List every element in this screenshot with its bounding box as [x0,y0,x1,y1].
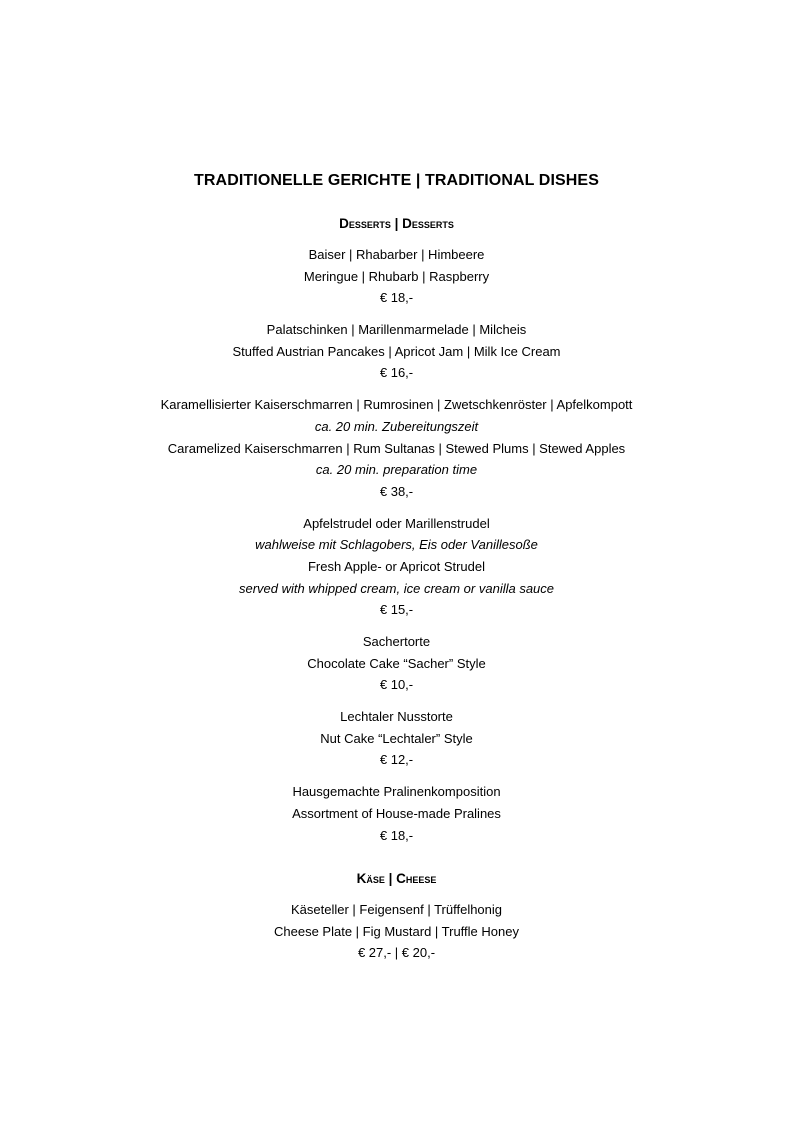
dish-list [0,244,793,846]
menu-item-description: Lechtaler Nusstorte [340,709,453,725]
menu-item-description: Meringue | Rhubarb | Raspberry [303,268,490,284]
menu-item-description: Apfelstrudel oder Marillenstrudel [303,515,490,531]
menu-item-price: € 27,- | € 20,- [357,945,436,961]
menu-item-description: Cheese Plate | Fig Mustard | Truffle Honey [274,923,519,939]
section-heading: Käse | Cheese [356,871,437,886]
menu-item-description: Fresh Apple- or Apricot Strudel [307,558,486,574]
menu-item-description: Hausgemachte Pralinenkomposition [292,784,501,800]
menu-item-price: € 18,- [379,827,414,843]
dish-list [0,899,793,964]
menu-item-price: € 38,- [379,483,414,499]
menu-item-description: Palatschinken | Marillenmarmelade | Milcheis [266,322,527,338]
menu-item-price: € 15,- [379,602,414,618]
menu-item-description: Assortment of House-made Pralines [292,805,501,821]
menu-item [0,631,793,696]
menu-item [0,513,793,621]
section-desserts [0,213,793,846]
page-title: TRADITIONELLE GERICHTE | TRADITIONAL DISHES [194,172,599,189]
menu-item-price: € 10,- [379,677,414,693]
menu-item-price: € 12,- [379,752,414,768]
menu-item-description: Chocolate Cake “Sacher” Style [307,655,486,671]
menu-item-note: ca. 20 min. Zubereitungszeit [314,418,479,434]
menu-item [0,781,793,846]
menu-item-price: € 16,- [379,365,414,381]
menu-item-description: Sachertorte [362,634,431,649]
section-heading: Desserts | Desserts [339,216,454,231]
menu-item-description: Nut Cake “Lechtaler” Style [320,730,473,746]
menu-item-note: ca. 20 min. preparation time [315,462,478,478]
section-cheese [0,868,793,964]
menu-item-description: Baiser | Rhabarber | Himbeere [308,247,485,262]
menu-item-description: Karamellisierter Kaiserschmarren | Rumrosinen | Zwetschkenröster | Apfelkompott [160,397,633,413]
menu-item [0,706,793,771]
menu-item-description: Käseteller | Feigensenf | Trüffelhonig [290,902,503,917]
menu-item [0,319,793,384]
menu-item [0,244,793,309]
menu-item-price: € 18,- [379,290,414,306]
menu-item-note: wahlweise mit Schlagobers, Eis oder Vanillesoße [255,537,538,553]
menu-item-description: Caramelized Kaiserschmarren | Rum Sultanas | Stewed Plums | Stewed Apples [167,440,626,456]
menu-item [0,899,793,964]
menu-item [0,394,793,502]
menu-item-description: Stuffed Austrian Pancakes | Apricot Jam | Milk Ice Cream [232,343,561,359]
menu-item-note: served with whipped cream, ice cream or vanilla sauce [238,580,555,596]
